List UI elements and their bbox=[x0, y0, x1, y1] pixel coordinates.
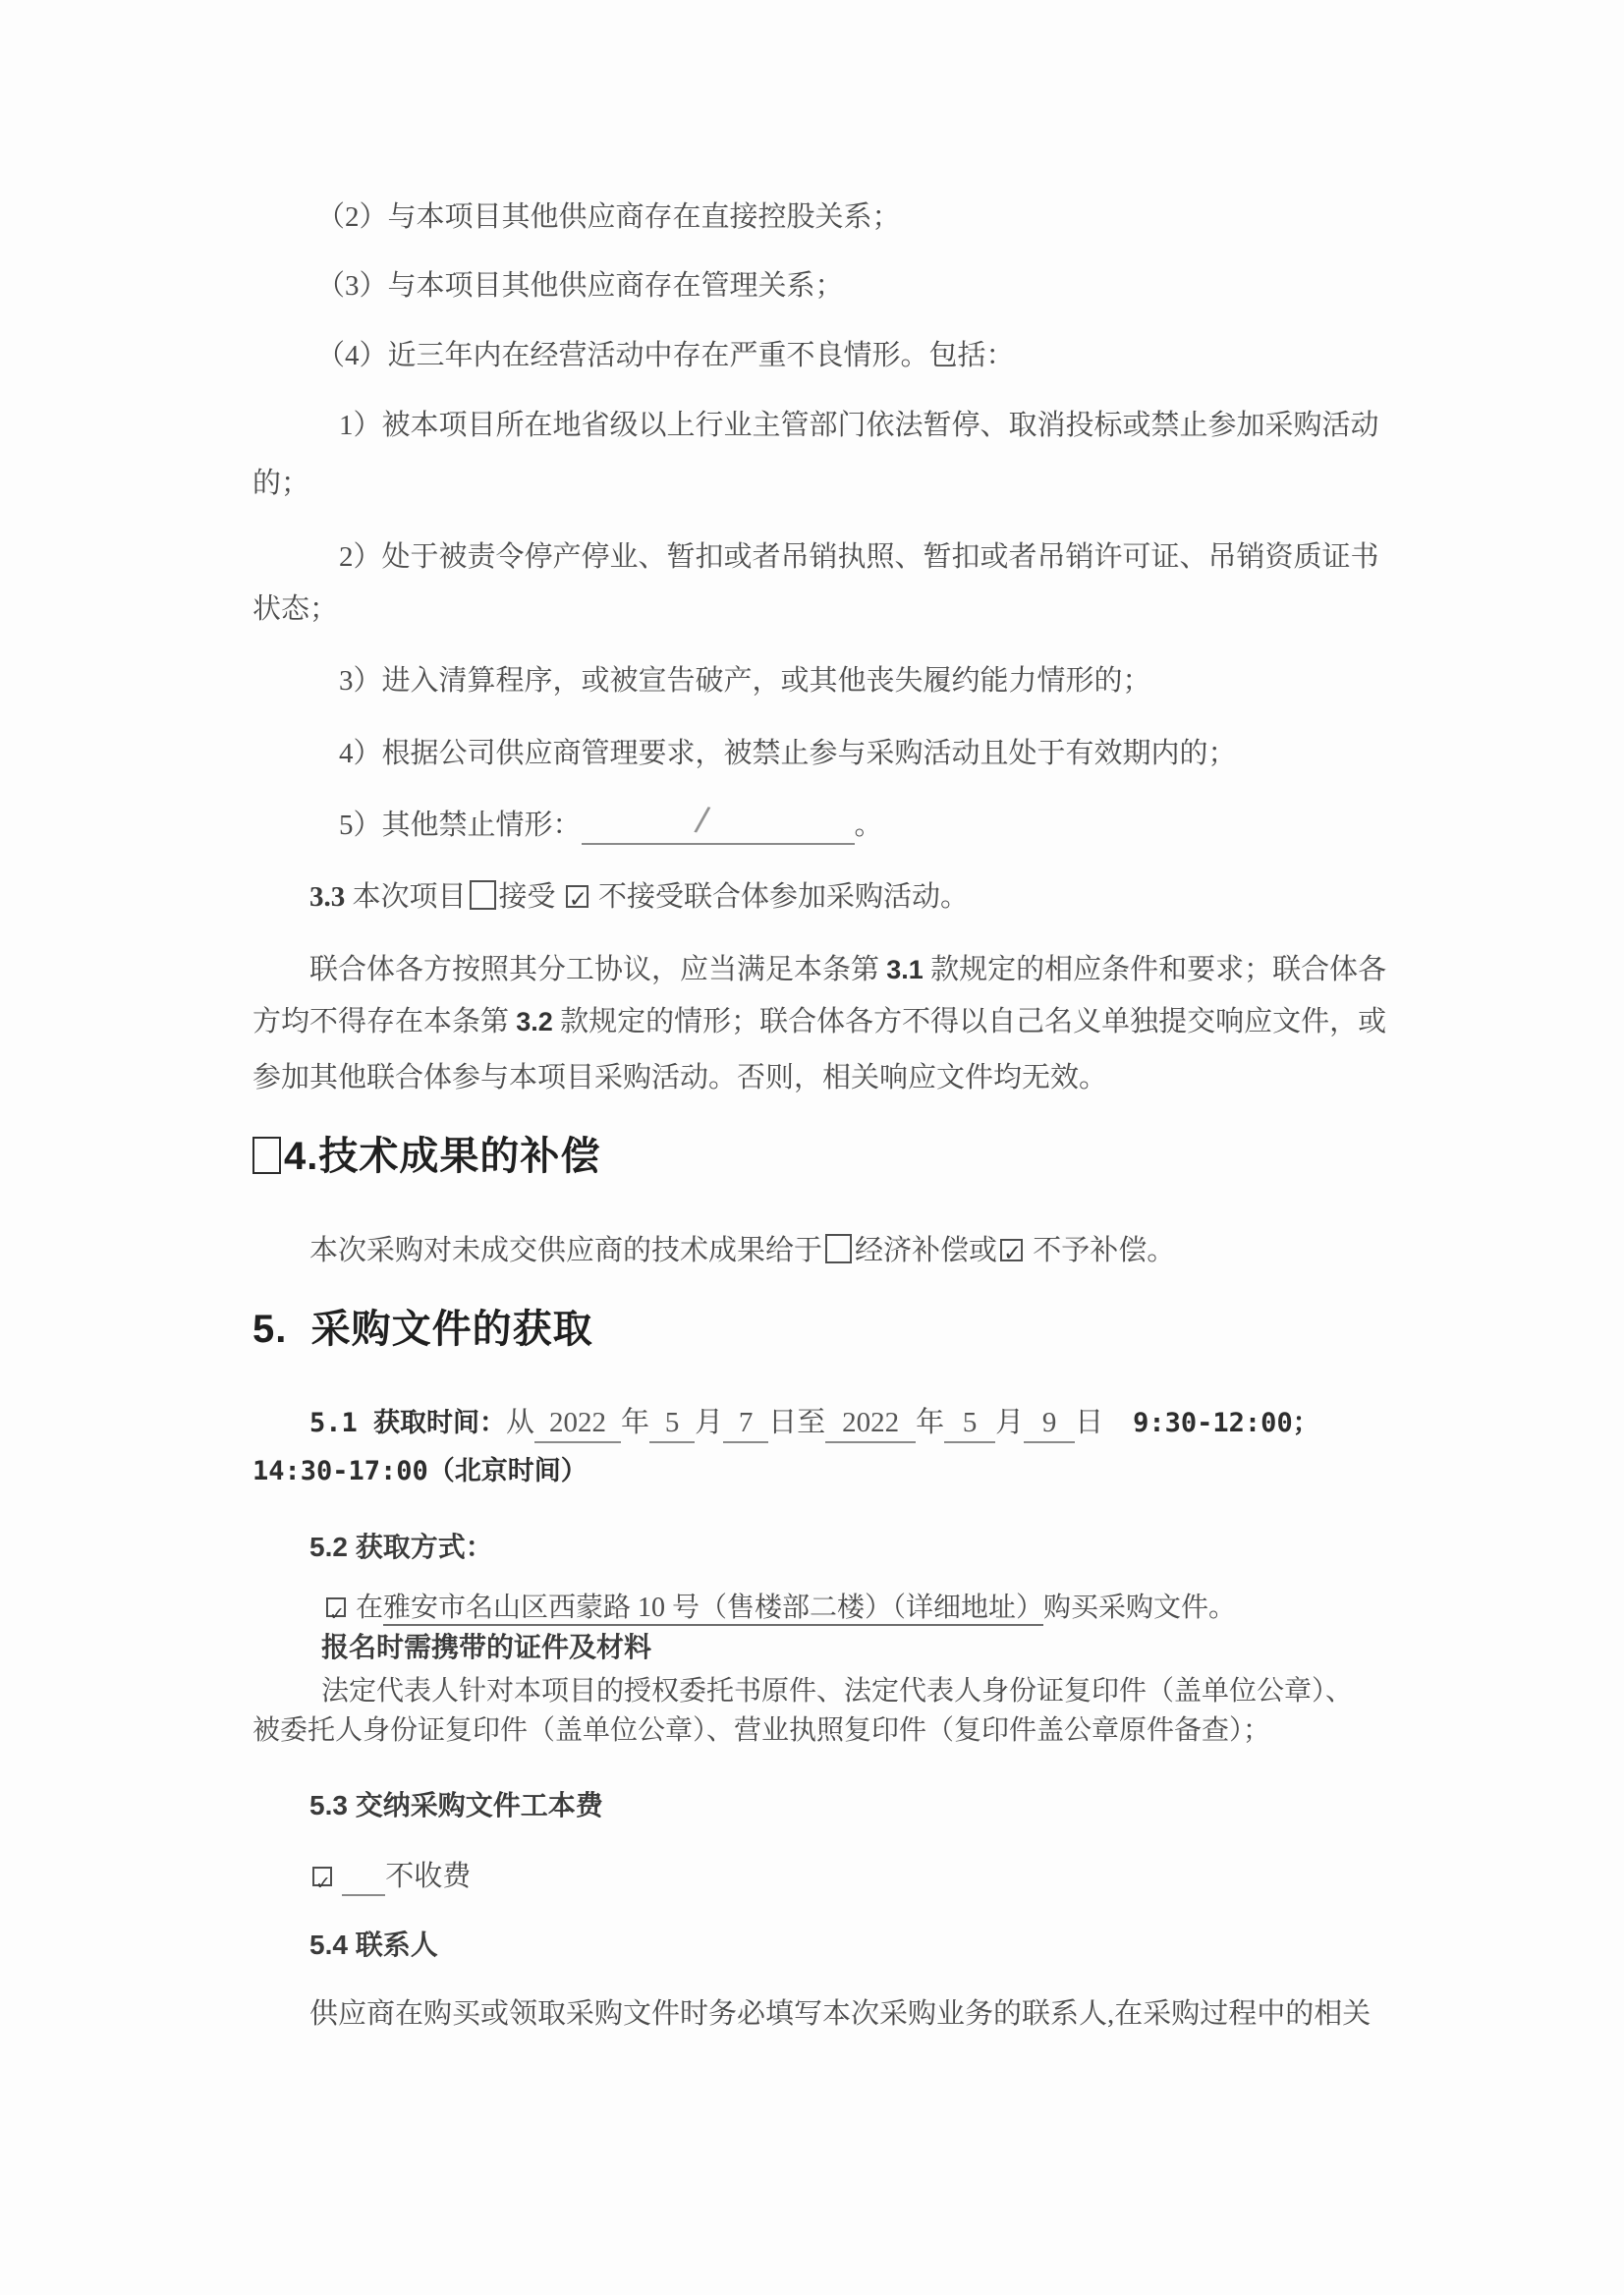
section-5-heading bbox=[252, 1306, 593, 1353]
text-run: （2）与本项目其他供应商存在直接控股关系； bbox=[316, 201, 901, 233]
label-text: 5.4 联系人 bbox=[309, 1930, 438, 1960]
text-run: 不予补偿。 bbox=[1026, 1235, 1176, 1266]
clause-5-4 bbox=[309, 1926, 438, 1965]
label-text: 报名时需携带的证件及材料 bbox=[321, 1632, 652, 1662]
clause-ref: 3.2 bbox=[516, 1007, 553, 1036]
clause-5-2-label bbox=[309, 1528, 493, 1567]
text-run: 本次项目 bbox=[345, 881, 467, 913]
time-text: 5.1 获取时间： bbox=[309, 1408, 507, 1438]
blank-value: 5 bbox=[664, 1407, 680, 1438]
text-run: 日 bbox=[1075, 1407, 1104, 1438]
blank-field bbox=[825, 1405, 916, 1443]
text-run: 款规定的情形；联合体各方不得以自己名义单独提交响应文件，或 bbox=[552, 1006, 1387, 1037]
clause-ref: 3.1 bbox=[886, 955, 924, 984]
blank-field bbox=[582, 799, 855, 845]
text-run: 3）进入清算程序，或被宣告破产，或其他丧失履约能力情形的； bbox=[339, 665, 1151, 697]
consortium-paragraph-line-2 bbox=[252, 1002, 1386, 1041]
clause-3-3 bbox=[309, 877, 969, 917]
blank-field bbox=[649, 1405, 695, 1443]
clause-5-1-cont bbox=[252, 1451, 588, 1490]
blank-field bbox=[1024, 1405, 1075, 1443]
clause-3-2-item-4 bbox=[316, 336, 1015, 375]
clause-5-2-address bbox=[323, 1589, 1236, 1628]
handwritten-slash: / bbox=[692, 799, 712, 840]
text-run: （4）近三年内在经营活动中存在严重不良情形。包括： bbox=[316, 340, 1015, 371]
clause-5-2-materials-line-1 bbox=[321, 1672, 1353, 1711]
text-run bbox=[335, 1861, 342, 1892]
text-run: 。 bbox=[854, 810, 883, 841]
address-underlined: 雅安市名山区西蒙路 10 号（售楼部二楼）（详细地址） bbox=[383, 1593, 1043, 1626]
clause-3-2-item-4-sub-2-cont bbox=[252, 589, 338, 629]
time-text: 9:30-12:00； bbox=[1133, 1408, 1319, 1438]
blank-field bbox=[534, 1405, 621, 1443]
checkbox-checked-icon bbox=[566, 885, 588, 908]
text-run: 法定代表人针对本项目的授权委托书原件、法定代表人身份证复印件（盖单位公章）、 bbox=[321, 1676, 1354, 1707]
text-run: 方均不得存在本条第 bbox=[252, 1006, 517, 1037]
blank-value: 2022 bbox=[842, 1407, 900, 1438]
consortium-paragraph-line-1 bbox=[309, 950, 1386, 989]
clause-5-2-materials-line-2 bbox=[252, 1711, 1270, 1751]
clause-5-3-option bbox=[309, 1857, 471, 1896]
blank-field bbox=[342, 1858, 385, 1896]
text-run: 购买采购文件。 bbox=[1043, 1593, 1237, 1623]
clause-5-1 bbox=[309, 1403, 1319, 1442]
text-run: 在 bbox=[349, 1593, 384, 1623]
blank-value: 7 bbox=[738, 1407, 754, 1438]
checkbox-empty-icon bbox=[470, 880, 496, 910]
clause-3-2-item-4-sub-2 bbox=[339, 537, 1379, 577]
label-text: 5.3 交纳采购文件工本费 bbox=[309, 1790, 603, 1820]
checkbox-checked-icon bbox=[326, 1597, 346, 1617]
text-run: 年 bbox=[621, 1407, 650, 1438]
checkbox-empty-icon bbox=[825, 1234, 852, 1263]
text-run: 被委托人身份证复印件（盖单位公章）、营业执照复印件（复印件盖公章原件备查）； bbox=[252, 1715, 1271, 1746]
text-run: 2）处于被责令停产停业、暂扣或者吊销执照、暂扣或者吊销许可证、吊销资质证书 bbox=[339, 541, 1379, 573]
text-run: 接受 bbox=[498, 881, 563, 913]
text-run: 5）其他禁止情形： bbox=[339, 810, 582, 841]
text-run: 参加其他联合体参与本项目采购活动。否则，相关响应文件均无效。 bbox=[252, 1062, 1108, 1093]
clause-5-2-materials-title bbox=[321, 1628, 651, 1667]
text-run: 年 bbox=[916, 1407, 945, 1438]
text-run: 不接受联合体参加采购活动。 bbox=[590, 881, 970, 913]
text-run: 从 bbox=[506, 1407, 535, 1438]
text-run: 不收费 bbox=[385, 1861, 472, 1892]
clause-3-2-item-3 bbox=[316, 266, 844, 306]
checkbox-checked-icon bbox=[1000, 1239, 1023, 1261]
blank-field bbox=[723, 1405, 768, 1443]
text-run: 经济补偿或 bbox=[855, 1235, 998, 1266]
text-run: 月 bbox=[695, 1407, 724, 1438]
bold-text-run: 3.3 bbox=[309, 881, 346, 913]
consortium-paragraph-line-3 bbox=[252, 1058, 1107, 1097]
clause-3-2-item-2 bbox=[316, 197, 901, 237]
section-4-heading bbox=[252, 1133, 600, 1180]
checkbox-empty-icon bbox=[252, 1137, 281, 1174]
blank-field bbox=[944, 1405, 995, 1443]
text-run: （3）与本项目其他供应商存在管理关系； bbox=[316, 270, 844, 302]
text-run: 1）被本项目所在地省级以上行业主管部门依法暂停、取消投标或禁止参加采购活动 bbox=[339, 410, 1379, 441]
clause-3-2-item-4-sub-3 bbox=[339, 661, 1151, 700]
text-run: 状态； bbox=[252, 593, 339, 625]
text-run: 月 bbox=[995, 1407, 1025, 1438]
section-4-body bbox=[309, 1231, 1175, 1270]
text-run: 联合体各方按照其分工协议，应当满足本条第 bbox=[309, 954, 887, 985]
checkbox-checked-icon bbox=[312, 1867, 332, 1886]
clause-3-2-item-4-sub-1 bbox=[339, 406, 1379, 445]
heading-text: 5. 采购文件的获取 bbox=[252, 1308, 593, 1351]
heading-text: 4.技术成果的补偿 bbox=[284, 1135, 601, 1178]
blank-value: 2022 bbox=[549, 1407, 607, 1438]
clause-3-2-item-4-sub-4 bbox=[339, 734, 1237, 773]
label-text: 5.2 获取方式： bbox=[309, 1532, 493, 1562]
text-run: 日至 bbox=[768, 1407, 826, 1438]
text-run: 本次采购对未成交供应商的技术成果给于 bbox=[309, 1235, 823, 1266]
time-text: 14:30-17:00（北京时间） bbox=[252, 1456, 588, 1486]
clause-5-3 bbox=[309, 1786, 603, 1825]
text-run: 供应商在购买或领取采购文件时务必填写本次采购业务的联系人,在采购过程中的相关 bbox=[309, 1998, 1372, 2030]
clause-3-2-item-4-sub-5 bbox=[339, 799, 883, 845]
text-run: 的； bbox=[252, 468, 310, 499]
text-run: 款规定的相应条件和要求；联合体各 bbox=[923, 954, 1387, 985]
clause-3-2-item-4-sub-1-cont bbox=[252, 464, 309, 503]
clause-5-4-body bbox=[309, 1994, 1371, 2034]
text-run: 4）根据公司供应商管理要求，被禁止参与采购活动且处于有效期内的； bbox=[339, 738, 1237, 769]
blank-value: 5 bbox=[962, 1407, 978, 1438]
blank-value: 9 bbox=[1041, 1407, 1057, 1438]
